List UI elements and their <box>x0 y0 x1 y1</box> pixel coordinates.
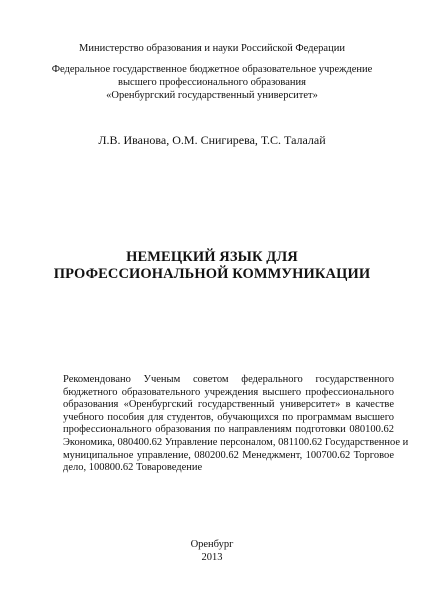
book-title-line: ПРОФЕССИОНАЛЬНОЙ КОММУНИКАЦИИ <box>53 266 371 282</box>
recommendation-paragraph <box>63 374 409 475</box>
recommendation-line: дело, 100800.62 Товароведение <box>63 462 203 474</box>
recommendation-line: образования «Оренбургский государственный университет» в качестве <box>63 399 394 411</box>
recommendation-line: бюджетного образовательного учреждения высшего профессионального <box>63 386 394 398</box>
recommendation-line: муниципальное управление, 080200.62 Менеджмент, 100700.62 Торговое <box>63 449 394 461</box>
recommendation-line: профессионального образования по направлениям подготовки 080100.62 <box>63 424 394 436</box>
institution-line: «Оренбургский государственный университет» <box>106 90 318 101</box>
recommendation-line: Экономика, 080400.62 Управление персоналом, 081100.62 Государственное и <box>63 436 409 448</box>
authors: Л.В. Иванова, О.М. Снигирева, Т.С. Талалай <box>98 133 326 147</box>
institution-line: Федеральное государственное бюджетное образовательное учреждение <box>51 64 373 75</box>
book-title <box>0 249 424 283</box>
imprint-city: Оренбург <box>190 539 234 550</box>
institution-line: высшего профессионального образования <box>118 77 306 88</box>
book-title-line: НЕМЕЦКИЙ ЯЗЫК ДЛЯ <box>126 249 298 265</box>
institution-block <box>0 63 424 102</box>
ministry-name: Министерство образования и науки Российской Федерации <box>79 43 345 54</box>
recommendation-line: учебного пособия для студентов, обучающихся по программам высшего <box>63 411 394 423</box>
imprint-year: 2013 <box>201 552 223 563</box>
recommendation-line: Рекомендовано Ученым советом федерального государственного <box>63 374 394 385</box>
